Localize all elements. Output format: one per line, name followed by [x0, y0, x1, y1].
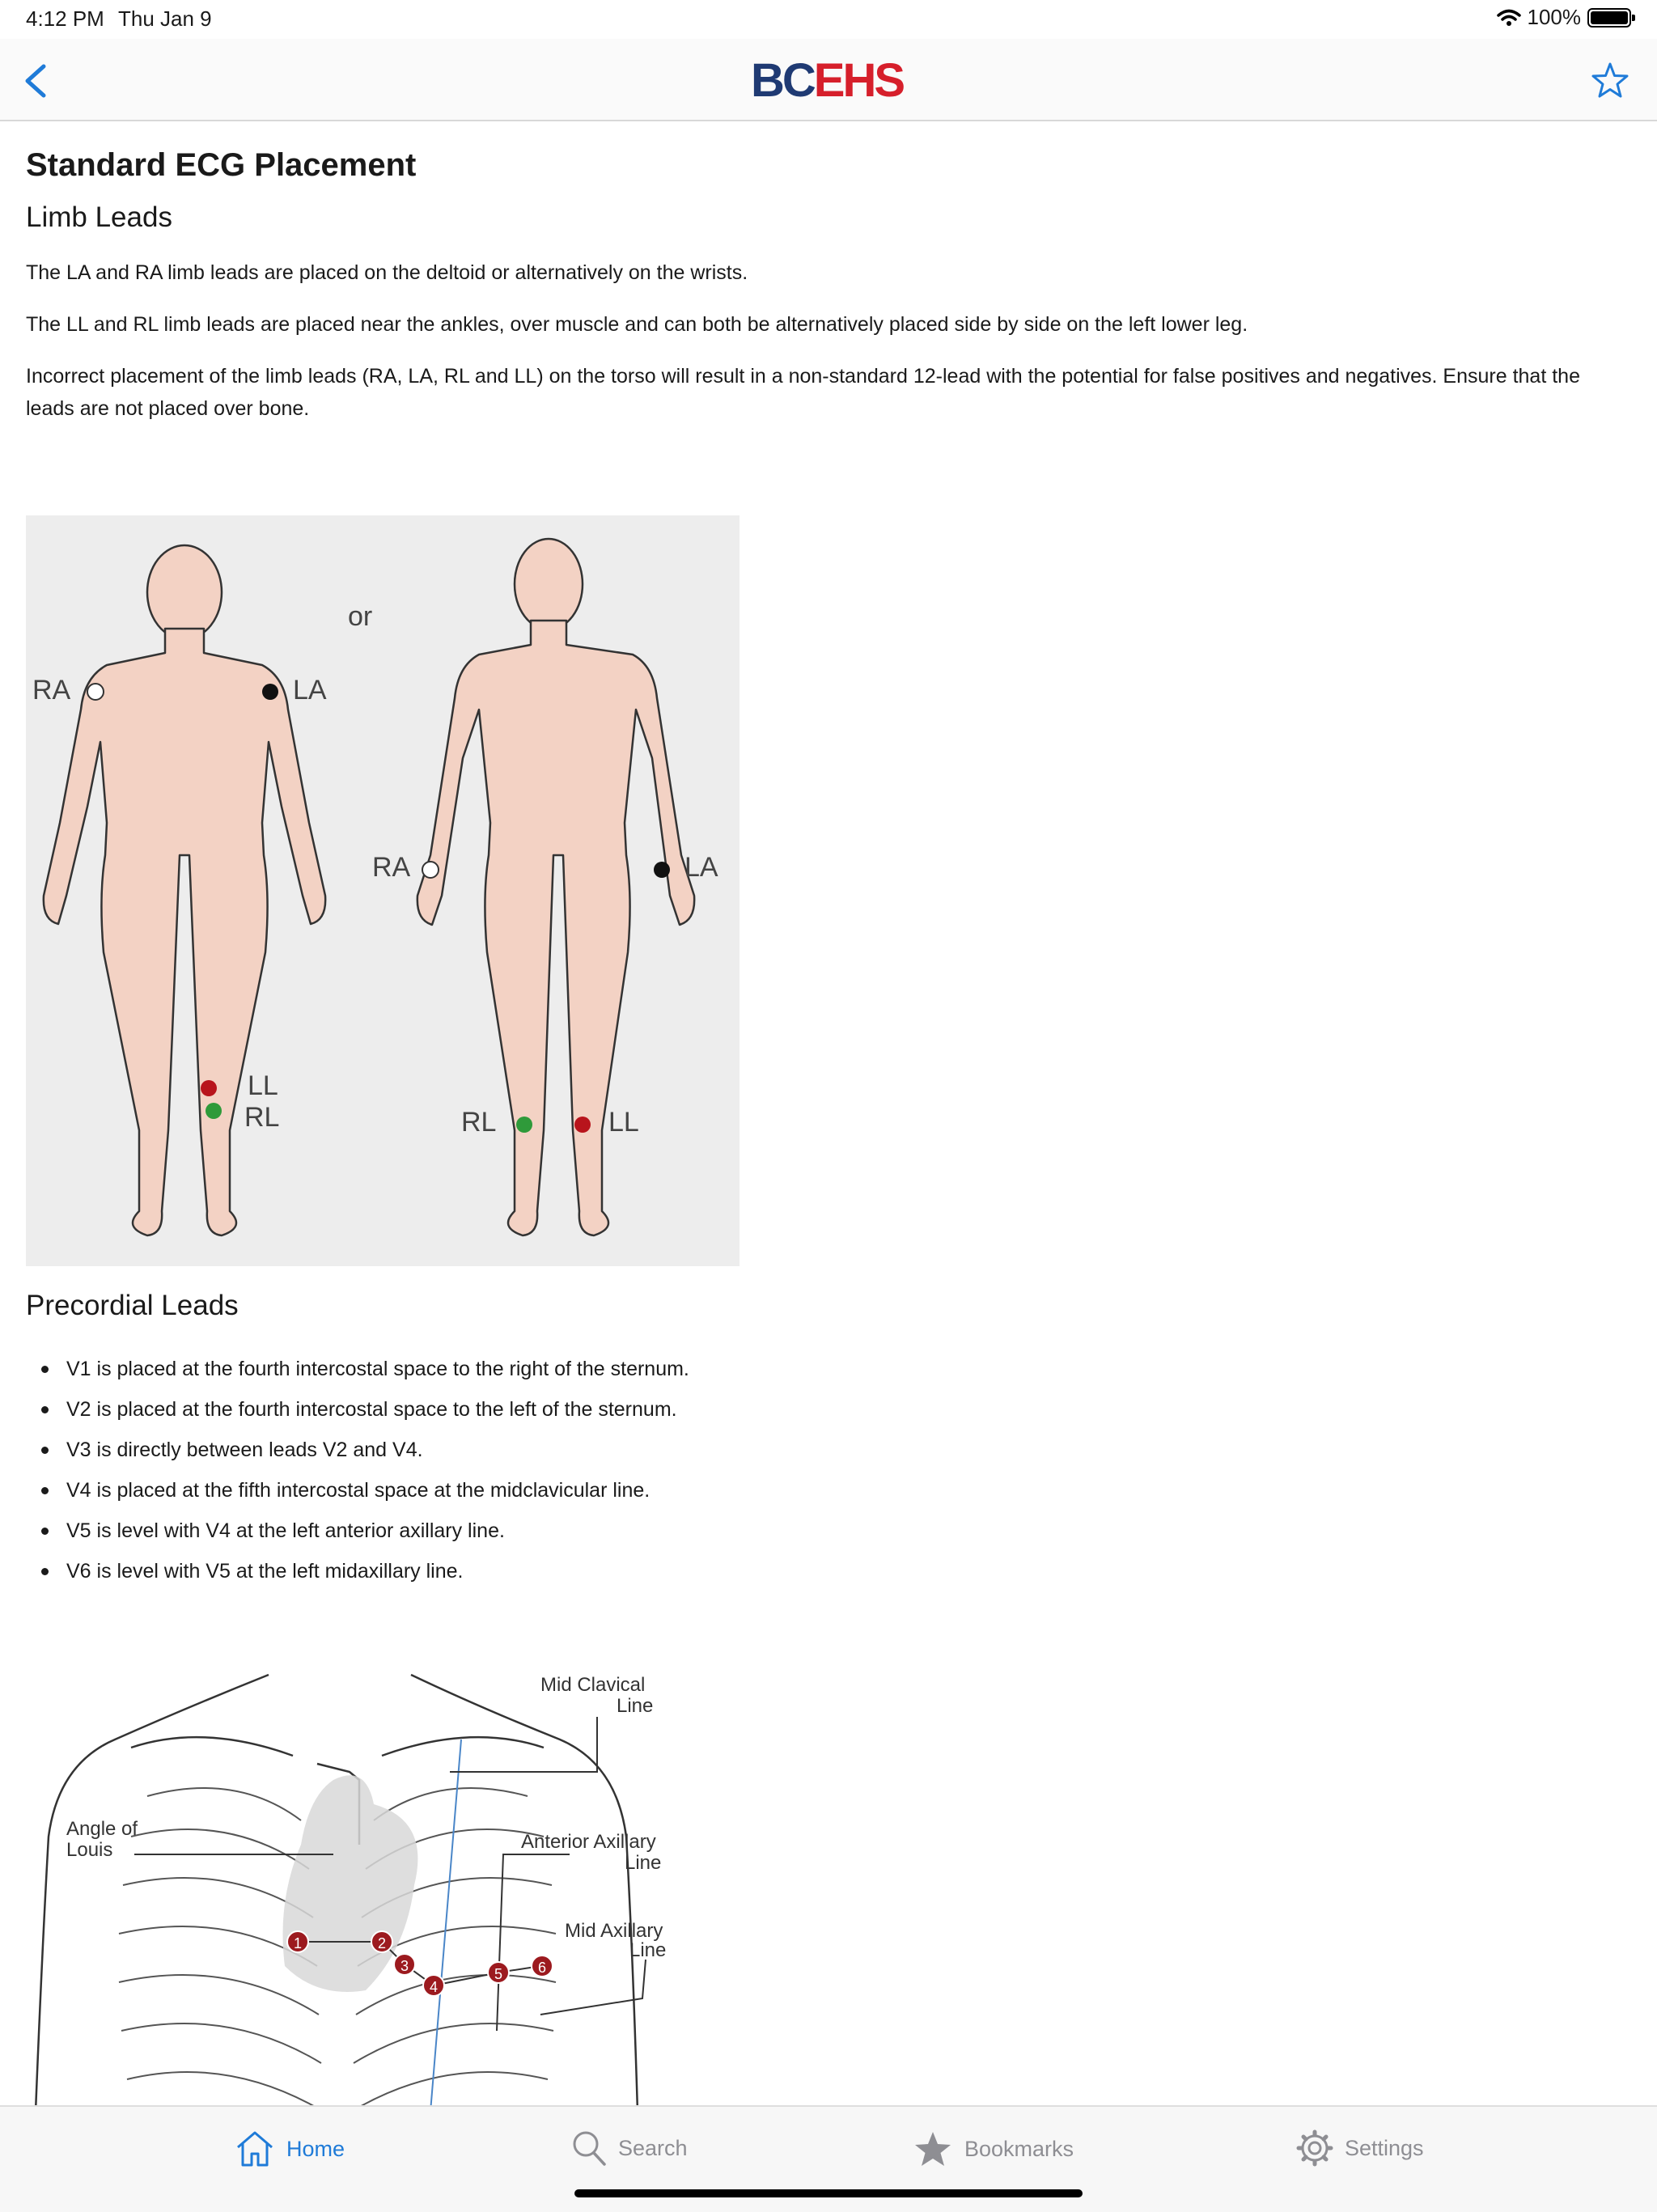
- fig2-ll-label: LL: [608, 1107, 639, 1138]
- or-label: or: [348, 601, 373, 632]
- tab-home[interactable]: [235, 2129, 345, 2168]
- fig2-la-lead: [654, 862, 670, 878]
- battery-icon: [1587, 8, 1631, 28]
- svg-text:1: 1: [293, 1935, 303, 1951]
- lead-marker-v4: [423, 1975, 444, 1996]
- status-date: Thu Jan 9: [118, 6, 212, 31]
- tab-home-label: Home: [286, 2136, 345, 2161]
- fig2-la-label: LA: [684, 852, 718, 883]
- star-outline-icon: [1586, 57, 1634, 105]
- precordial-leads-heading: Precordial Leads: [26, 1290, 239, 1321]
- nav-bar: [0, 39, 1657, 121]
- wifi-icon: [1497, 8, 1521, 28]
- home-indicator: [574, 2189, 1083, 2197]
- fig1-rl-label: RL: [244, 1102, 280, 1133]
- anterior-axillary-label-1: Anterior Axillary: [521, 1831, 656, 1853]
- fig1-ra-lead: [87, 684, 104, 700]
- fig1-la-label: LA: [293, 675, 327, 706]
- tab-search[interactable]: [571, 2129, 688, 2167]
- precordial-list: [26, 1349, 689, 1591]
- back-button[interactable]: [15, 57, 63, 105]
- battery-percent: 100%: [1527, 5, 1581, 29]
- tab-settings[interactable]: [1296, 2129, 1424, 2167]
- house-icon: [235, 2129, 275, 2168]
- chevron-left-icon: [15, 57, 63, 105]
- chest-leads-figure: [26, 1659, 738, 2105]
- svg-text:5: 5: [494, 1966, 503, 1982]
- fig2-rl-label: RL: [461, 1107, 497, 1138]
- list-item: V1 is placed at the fourth intercostal space to the right of the sternum.: [26, 1349, 689, 1389]
- list-item: V2 is placed at the fourth intercostal space to the left of the sternum.: [26, 1389, 689, 1430]
- article: [26, 121, 1631, 425]
- mid-axillary-label-2: Line: [629, 1939, 667, 1961]
- gear-icon: [1296, 2129, 1333, 2167]
- bookmark-button[interactable]: [1586, 57, 1634, 105]
- svg-text:3: 3: [400, 1958, 409, 1974]
- tab-search-label: Search: [618, 2135, 688, 2160]
- mid-axillary-label-1: Mid Axillary: [565, 1920, 663, 1942]
- angle-label-1: Angle of: [66, 1818, 138, 1840]
- bcehs-logo: BCEHS: [751, 54, 904, 107]
- fig2-rl-lead: [516, 1117, 532, 1133]
- lead-marker-v6: [532, 1956, 553, 1977]
- fig1-ll-lead: [201, 1080, 217, 1096]
- svg-text:6: 6: [537, 1960, 547, 1976]
- mid-clavical-line: [430, 1740, 461, 2105]
- tab-settings-label: Settings: [1345, 2135, 1424, 2160]
- lead-marker-v5: [488, 1962, 509, 1983]
- mid-axillary-leader: [537, 1960, 646, 2015]
- limb-leads-figure: [26, 515, 740, 1266]
- body-figure-1: [44, 545, 325, 1235]
- anterior-axillary-label-2: Line: [625, 1852, 662, 1874]
- lead-marker-v2: [371, 1931, 392, 1952]
- fig1-rl-lead: [206, 1103, 222, 1119]
- fig2-ra-label: RA: [372, 852, 411, 883]
- list-item: V6 is level with V5 at the left midaxillary line.: [26, 1551, 689, 1591]
- mid-clavical-label-2: Line: [617, 1695, 654, 1717]
- fig2-ll-lead: [574, 1117, 591, 1133]
- svg-text:4: 4: [429, 1979, 439, 1995]
- list-item: V3 is directly between leads V2 and V4.: [26, 1430, 689, 1470]
- magnifier-icon: [571, 2129, 607, 2167]
- mid-clavical-label-1: Mid Clavical: [540, 1674, 646, 1696]
- tab-bookmarks[interactable]: [913, 2129, 1074, 2168]
- list-item: V5 is level with V4 at the left anterior axillary line.: [26, 1511, 689, 1551]
- status-bar: [0, 0, 1657, 39]
- limb-paragraph-1: The LA and RA limb leads are placed on the deltoid or alternatively on the wrists.: [26, 261, 748, 284]
- lead-marker-v3: [394, 1954, 415, 1975]
- body-figure-2: [417, 539, 694, 1235]
- battery-fill: [1591, 11, 1628, 24]
- status-right: [1497, 5, 1632, 30]
- list-item: V4 is placed at the fifth intercostal space at the midclavicular line.: [26, 1470, 689, 1511]
- fig1-ll-label: LL: [248, 1070, 278, 1101]
- fig1-la-lead: [262, 684, 278, 700]
- lead-marker-v1: [287, 1931, 308, 1952]
- page-title: Standard ECG Placement: [26, 147, 417, 183]
- limb-paragraph-2: The LL and RL limb leads are placed near the ankles, over muscle and can both be alternatively placed side by side on the left lower leg.: [26, 313, 1248, 336]
- angle-label-2: Louis: [66, 1839, 113, 1861]
- fig1-ra-label: RA: [32, 675, 71, 706]
- svg-text:2: 2: [377, 1935, 387, 1951]
- fig2-ra-lead: [422, 862, 439, 878]
- status-time: 4:12 PM: [26, 6, 104, 31]
- tab-bookmarks-label: Bookmarks: [964, 2136, 1074, 2161]
- star-filled-icon: [913, 2129, 953, 2168]
- limb-leads-heading: Limb Leads: [26, 201, 172, 233]
- limb-paragraph-3: Incorrect placement of the limb leads (RA, LA, RL and LL) on the torso will result in a non-standard 12-lead with the potential for false positives and negatives. Ensure that the leads are not placed over bone.: [26, 365, 1580, 420]
